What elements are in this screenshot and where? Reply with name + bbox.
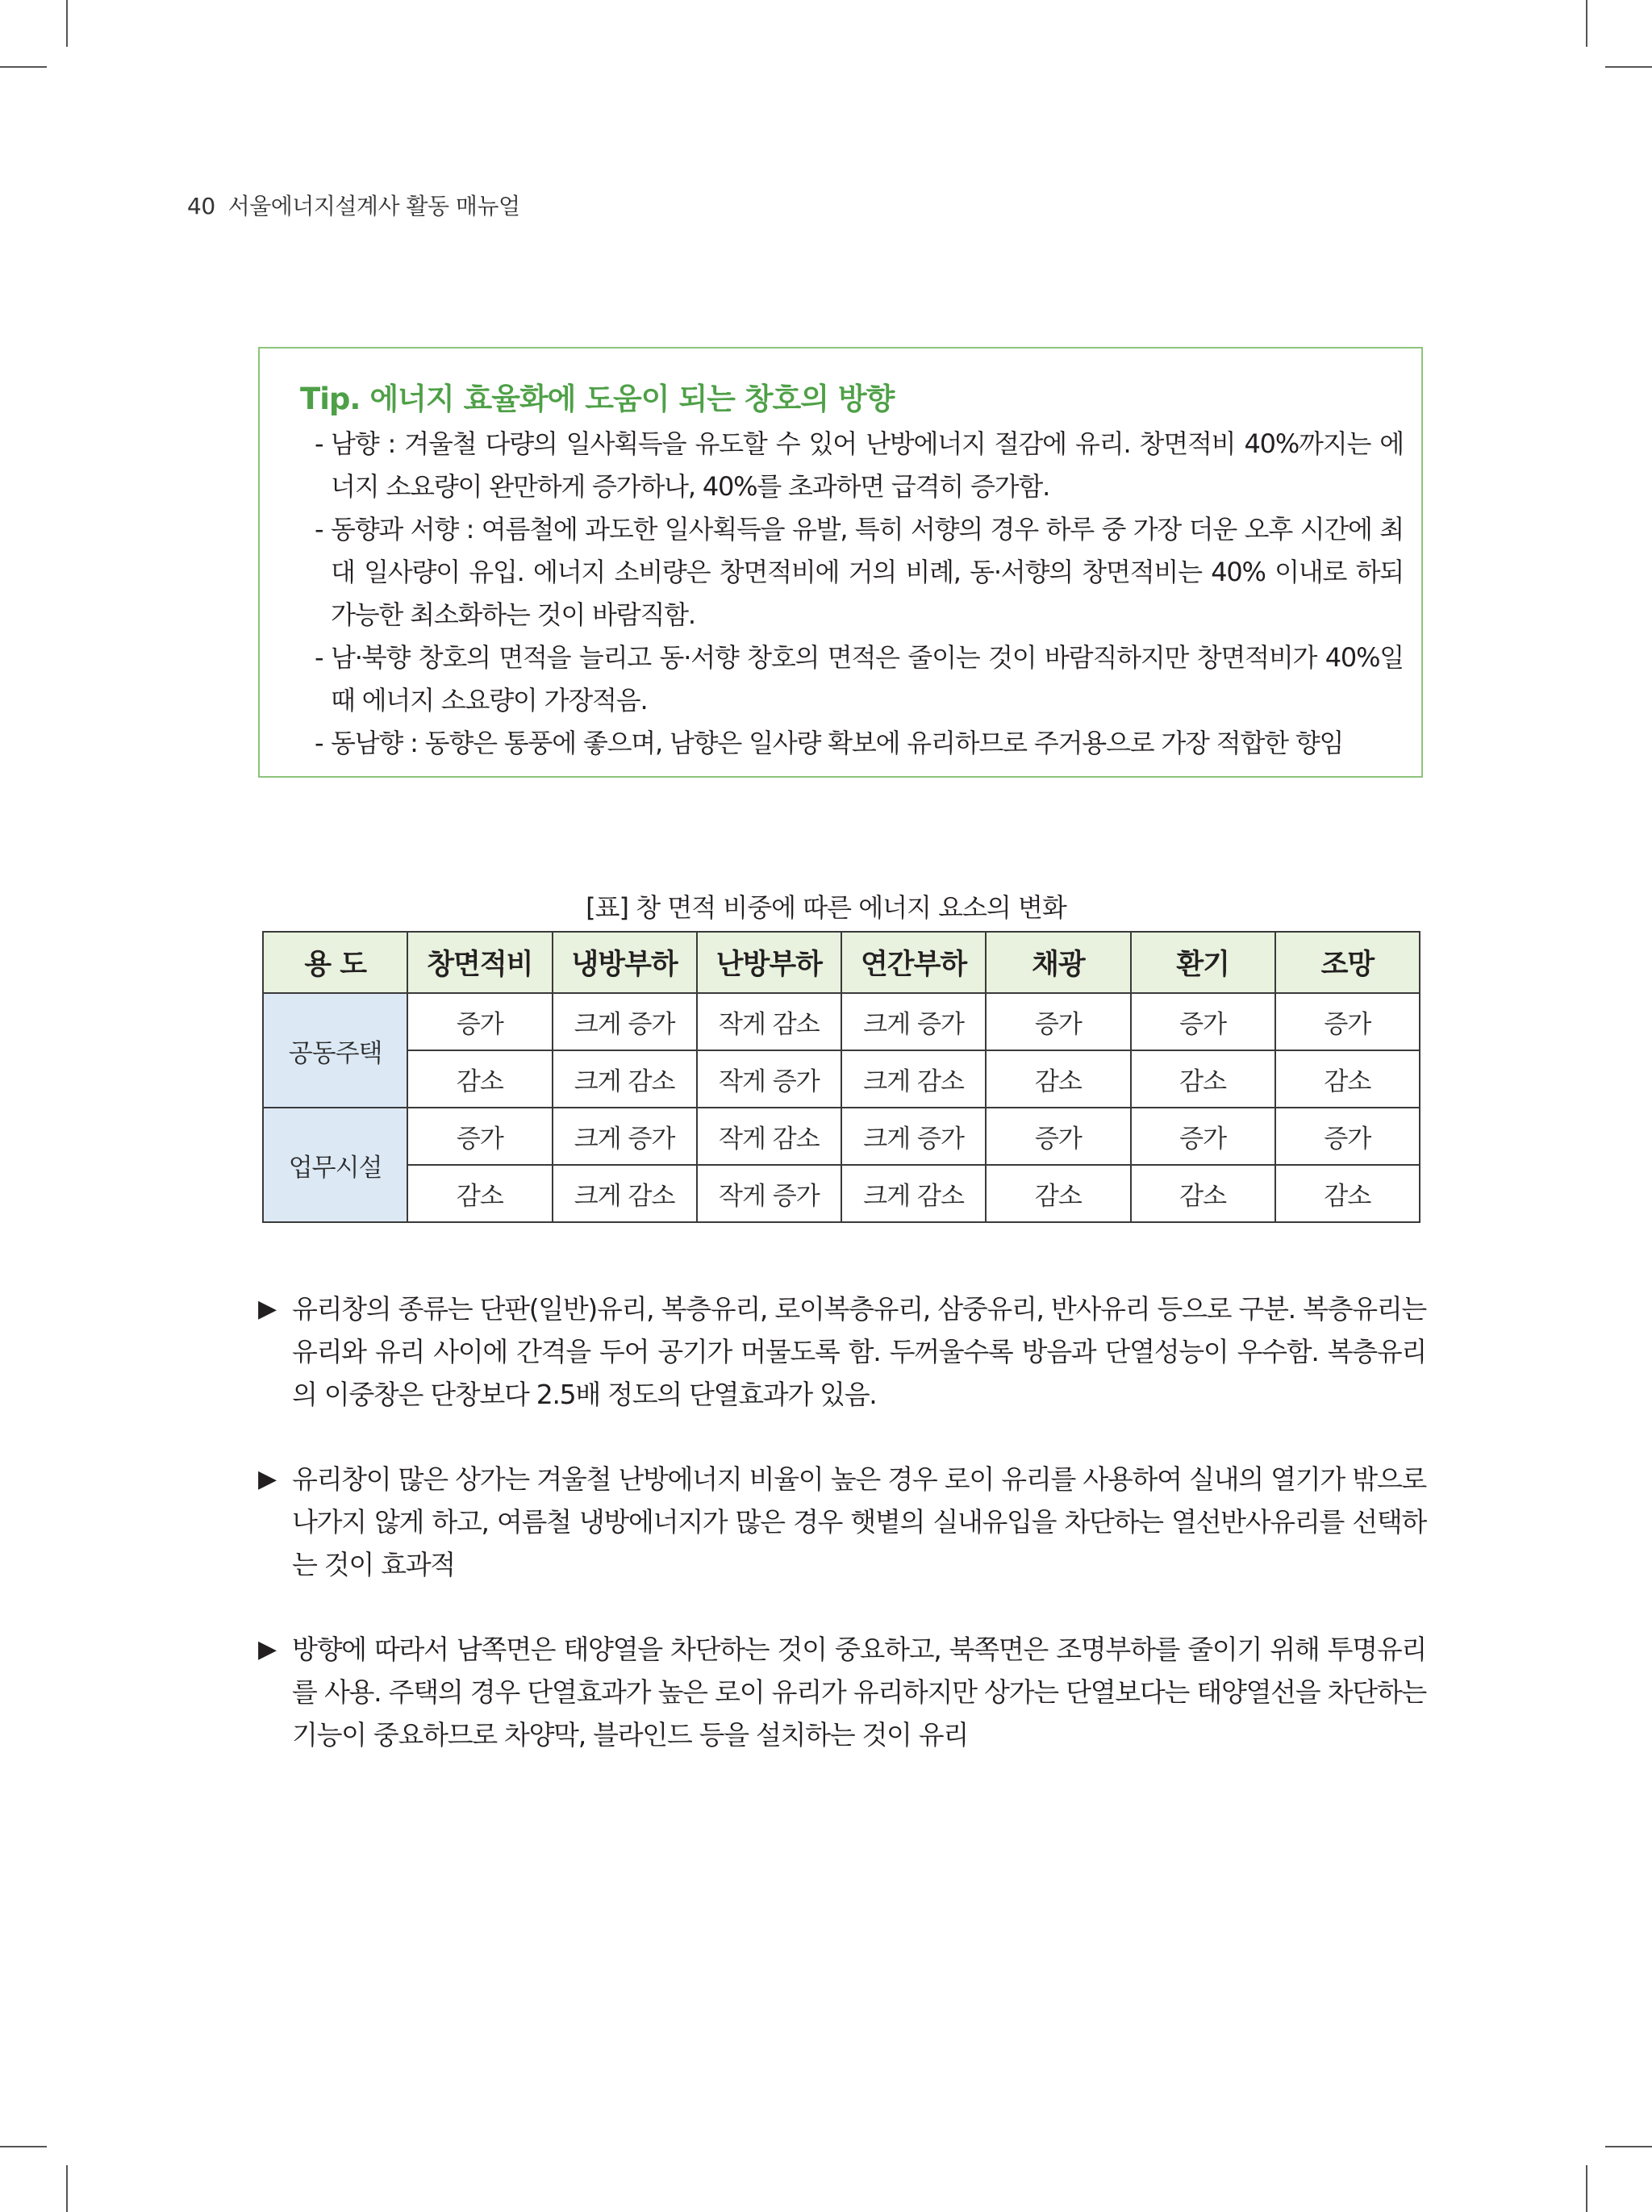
header-cell: 난방부하 bbox=[697, 932, 841, 993]
dash-marker: - bbox=[315, 428, 323, 459]
table-cell: 크게 감소 bbox=[553, 1050, 697, 1108]
bullet-text: 유리창의 종류는 단판(일반)유리, 복층유리, 로이복층유리, 삼중유리, 반사유리 등으로 구분. 복층유리는 유리와 유리 사이에 간격을 두어 공기가 머물도록 함. 두꺼울수록 방음과 단열성능이 우수함. 복층유리의 이중창은 단창보다 2.5배 정도의 단열효과가 있음. bbox=[292, 1293, 1426, 1410]
table-cell: 증가 bbox=[407, 993, 552, 1050]
bullet-list bbox=[258, 1288, 1426, 1798]
table-row bbox=[263, 1165, 1420, 1222]
tip-item bbox=[315, 636, 1404, 722]
tip-item bbox=[315, 423, 1404, 508]
running-title: 서울에너지설계사 활동 매뉴얼 bbox=[227, 193, 520, 219]
bullet-item bbox=[258, 1458, 1426, 1586]
group-cell: 공동주택 bbox=[263, 993, 407, 1108]
tip-list bbox=[315, 423, 1404, 765]
table-cell: 크게 감소 bbox=[841, 1050, 986, 1108]
table-header-row bbox=[263, 932, 1420, 993]
crop-mark bbox=[1605, 66, 1652, 68]
tip-box bbox=[258, 347, 1423, 778]
table-caption: [표] 창 면적 비중에 따른 에너지 요소의 변화 bbox=[586, 892, 1066, 923]
triangle-bullet-icon: ▶ bbox=[258, 1465, 276, 1493]
table-cell: 증가 bbox=[986, 993, 1130, 1050]
bullet-item bbox=[258, 1288, 1426, 1416]
header-cell: 냉방부하 bbox=[553, 932, 697, 993]
tip-item-text: 남·북향 창호의 면적을 늘리고 동·서향 창호의 면적은 줄이는 것이 바람직하지만 창면적비가 40%일 때 에너지 소요량이 가장적음. bbox=[331, 642, 1404, 716]
crop-mark bbox=[0, 66, 47, 68]
table-cell: 감소 bbox=[1275, 1050, 1420, 1108]
header-cell: 용 도 bbox=[263, 932, 407, 993]
crop-mark bbox=[66, 2165, 68, 2212]
bullet-text: 방향에 따라서 남쪽면은 태양열을 차단하는 것이 중요하고, 북쪽면은 조명부하를 줄이기 위해 투명유리를 사용. 주택의 경우 단열효과가 높은 로이 유리가 유리하지만 상가는 단열보다는 태양열선을 차단하는 기능이 중요하므로 차양막, 블라인드 등을 설치하는 것이 유리 bbox=[292, 1634, 1426, 1751]
table-cell: 크게 증가 bbox=[553, 993, 697, 1050]
tip-item bbox=[315, 722, 1404, 765]
triangle-bullet-icon: ▶ bbox=[258, 1635, 276, 1663]
dash-marker: - bbox=[315, 728, 323, 758]
table-cell: 증가 bbox=[1275, 993, 1420, 1050]
tip-item bbox=[315, 508, 1404, 636]
table-cell: 증가 bbox=[407, 1108, 552, 1165]
table-row bbox=[263, 1108, 1420, 1165]
bullet-text: 유리창이 많은 상가는 겨울철 난방에너지 비율이 높은 경우 로이 유리를 사용하여 실내의 열기가 밖으로 나가지 않게 하고, 여름철 냉방에너지가 많은 경우 햇볕의 실내유입을 차단하는 열선반사유리를 선택하는 것이 효과적 bbox=[292, 1463, 1426, 1580]
table-cell: 증가 bbox=[986, 1108, 1130, 1165]
crop-mark bbox=[0, 2146, 47, 2147]
header-cell: 채광 bbox=[986, 932, 1130, 993]
table-cell: 크게 감소 bbox=[553, 1165, 697, 1222]
crop-mark bbox=[1605, 2146, 1652, 2147]
table-cell: 크게 증가 bbox=[841, 1108, 986, 1165]
table-cell: 감소 bbox=[407, 1050, 552, 1108]
tip-item-text: 남향 : 겨울철 다량의 일사획득을 유도할 수 있어 난방에너지 절감에 유리. 창면적비 40%까지는 에너지 소요량이 완만하게 증가하나, 40%를 초과하면 급격히 증가함. bbox=[331, 428, 1404, 502]
table-cell: 크게 증가 bbox=[841, 993, 986, 1050]
running-header bbox=[187, 189, 520, 221]
table-cell: 증가 bbox=[1131, 1108, 1275, 1165]
page-number: 40 bbox=[187, 193, 215, 219]
table-row bbox=[263, 993, 1420, 1050]
table-cell: 감소 bbox=[1131, 1050, 1275, 1108]
header-cell: 환기 bbox=[1131, 932, 1275, 993]
bullet-item bbox=[258, 1628, 1426, 1756]
table-cell: 감소 bbox=[1275, 1165, 1420, 1222]
table-cell: 감소 bbox=[986, 1050, 1130, 1108]
table-row bbox=[263, 1050, 1420, 1108]
energy-table bbox=[262, 931, 1420, 1223]
dash-marker: - bbox=[315, 642, 323, 673]
triangle-bullet-icon: ▶ bbox=[258, 1295, 276, 1323]
crop-mark bbox=[66, 0, 68, 47]
table-cell: 감소 bbox=[986, 1165, 1130, 1222]
header-cell: 연간부하 bbox=[841, 932, 986, 993]
table-cell: 감소 bbox=[407, 1165, 552, 1222]
table-cell: 작게 감소 bbox=[697, 1108, 841, 1165]
table-cell: 증가 bbox=[1275, 1108, 1420, 1165]
header-cell: 창면적비 bbox=[407, 932, 552, 993]
group-cell: 업무시설 bbox=[263, 1108, 407, 1222]
table-cell: 작게 증가 bbox=[697, 1050, 841, 1108]
dash-marker: - bbox=[315, 514, 323, 545]
header-cell: 조망 bbox=[1275, 932, 1420, 993]
table-cell: 작게 감소 bbox=[697, 993, 841, 1050]
table-cell: 감소 bbox=[1131, 1165, 1275, 1222]
crop-mark bbox=[1586, 0, 1587, 47]
tip-title: Tip. 에너지 효율화에 도움이 되는 창호의 방향 bbox=[300, 382, 895, 416]
tip-item-text: 동남향 : 동향은 통풍에 좋으며, 남향은 일사량 확보에 유리하므로 주거용으로 가장 적합한 향임 bbox=[331, 728, 1344, 758]
crop-mark bbox=[1586, 2165, 1587, 2212]
tip-item-text: 동향과 서향 : 여름철에 과도한 일사획득을 유발, 특히 서향의 경우 하루 중 가장 더운 오후 시간에 최대 일사량이 유입. 에너지 소비량은 창면적비에 거의 비례, 동·서향의 창면적비는 40% 이내로 하되 가능한 최소화하는 것이 바람직함. bbox=[331, 514, 1404, 630]
table-cell: 작게 증가 bbox=[697, 1165, 841, 1222]
table-cell: 증가 bbox=[1131, 993, 1275, 1050]
table-cell: 크게 증가 bbox=[553, 1108, 697, 1165]
table-cell: 크게 감소 bbox=[841, 1165, 986, 1222]
